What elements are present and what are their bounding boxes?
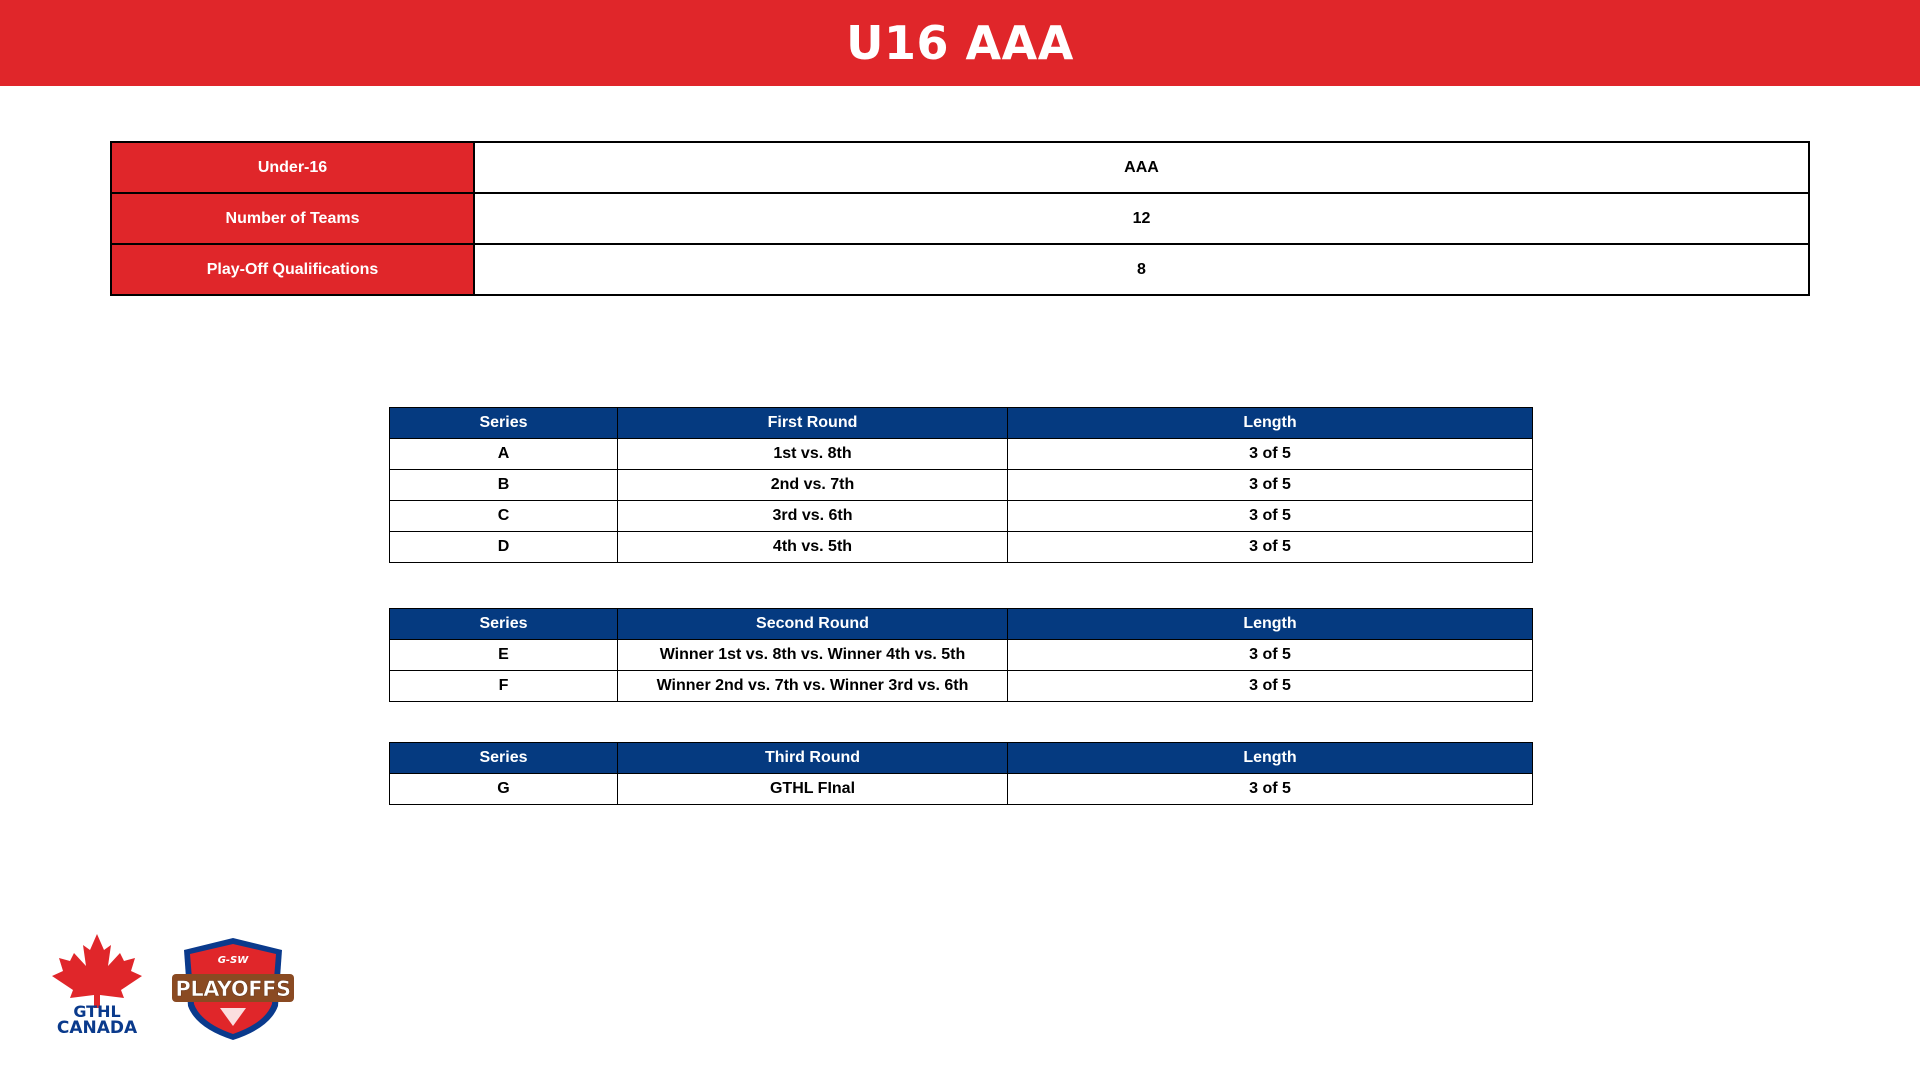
table-header-row — [390, 609, 1533, 640]
info-row-division — [111, 142, 1809, 193]
length-cell: 3 of 5 — [1008, 671, 1533, 702]
first-round-table — [389, 407, 1533, 563]
series-cell: G — [390, 774, 618, 805]
column-header-round: Third Round — [618, 743, 1008, 774]
length-cell: 3 of 5 — [1008, 501, 1533, 532]
series-cell: F — [390, 671, 618, 702]
table-row — [390, 532, 1533, 563]
playoffs-logo — [170, 936, 296, 1042]
playoffs-logo-text: PLAYOFFS — [175, 977, 291, 1001]
matchup-cell: 2nd vs. 7th — [618, 470, 1008, 501]
sponsor-text: G-SW — [217, 955, 249, 966]
table-row — [390, 671, 1533, 702]
column-header-length: Length — [1008, 743, 1533, 774]
length-cell: 3 of 5 — [1008, 640, 1533, 671]
length-cell: 3 of 5 — [1008, 532, 1533, 563]
column-header-round: Second Round — [618, 609, 1008, 640]
info-value: AAA — [474, 142, 1809, 193]
info-value: 8 — [474, 244, 1809, 295]
series-cell: A — [390, 439, 618, 470]
matchup-cell: Winner 1st vs. 8th vs. Winner 4th vs. 5th — [618, 640, 1008, 671]
series-cell: B — [390, 470, 618, 501]
column-header-round: First Round — [618, 408, 1008, 439]
matchup-cell: 1st vs. 8th — [618, 439, 1008, 470]
maple-leaf-icon — [38, 932, 156, 1008]
series-cell: C — [390, 501, 618, 532]
length-cell: 3 of 5 — [1008, 470, 1533, 501]
info-label: Number of Teams — [111, 193, 474, 244]
title-banner — [0, 0, 1920, 86]
page-title: U16 AAA — [846, 16, 1074, 70]
info-row-teams — [111, 193, 1809, 244]
length-cell: 3 of 5 — [1008, 439, 1533, 470]
table-header-row — [390, 408, 1533, 439]
length-cell: 3 of 5 — [1008, 774, 1533, 805]
matchup-cell: 3rd vs. 6th — [618, 501, 1008, 532]
gthl-logo-text: GTHL — [73, 1002, 121, 1021]
canada-logo-text: CANADA — [56, 1018, 138, 1038]
column-header-series: Series — [390, 743, 618, 774]
matchup-cell: 4th vs. 5th — [618, 532, 1008, 563]
matchup-cell: Winner 2nd vs. 7th vs. Winner 3rd vs. 6th — [618, 671, 1008, 702]
gthl-canada-logo — [38, 932, 156, 1038]
third-round-table — [389, 742, 1533, 805]
column-header-series: Series — [390, 609, 618, 640]
table-row — [390, 774, 1533, 805]
table-row — [390, 470, 1533, 501]
series-cell: D — [390, 532, 618, 563]
info-label: Under-16 — [111, 142, 474, 193]
matchup-cell: GTHL FInal — [618, 774, 1008, 805]
info-row-qualifications — [111, 244, 1809, 295]
table-row — [390, 501, 1533, 532]
column-header-series: Series — [390, 408, 618, 439]
table-row — [390, 439, 1533, 470]
info-label: Play-Off Qualifications — [111, 244, 474, 295]
second-round-table — [389, 608, 1533, 702]
division-info-table — [110, 141, 1810, 296]
column-header-length: Length — [1008, 408, 1533, 439]
series-cell: E — [390, 640, 618, 671]
table-header-row — [390, 743, 1533, 774]
column-header-length: Length — [1008, 609, 1533, 640]
info-value: 12 — [474, 193, 1809, 244]
table-row — [390, 640, 1533, 671]
